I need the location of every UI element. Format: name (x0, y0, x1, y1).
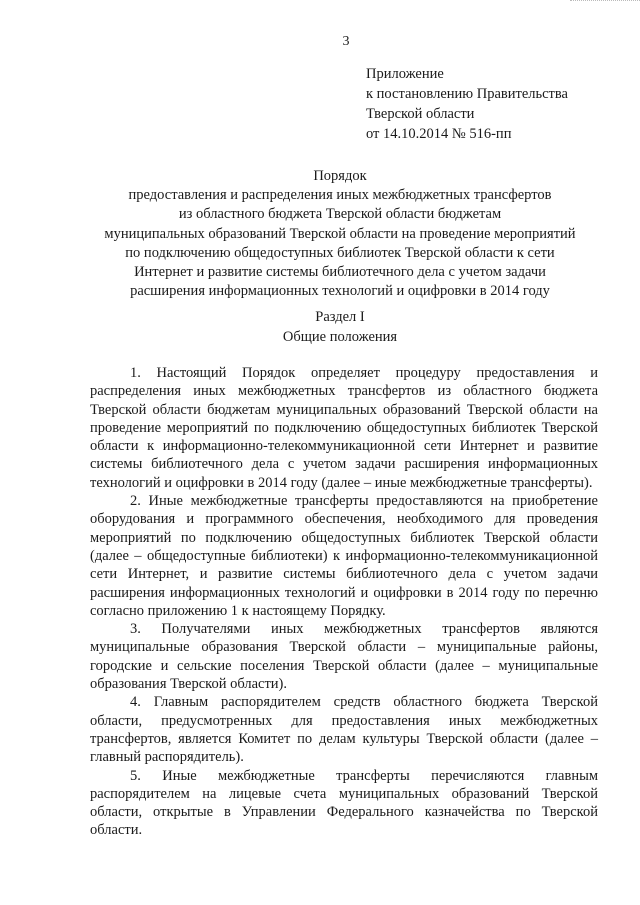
section-name: Общие положения (282, 329, 398, 345)
paragraph: 4. Главным распорядителем средств областного бюджета Тверской области, предусмотренных для предоставления иных межбюджетных трансфертов, является Комитет по делам культуры Тверской области (далее – главный распорядитель). (90, 694, 598, 766)
title-line: предоставления и распределения иных межбюджетных трансфертов (128, 187, 552, 204)
page-number: 3 (342, 34, 350, 49)
appendix-header (366, 64, 568, 144)
appendix-date-line: от 14.10.2014 № 516-пп (366, 126, 512, 142)
title-line: Порядок (313, 168, 367, 184)
section-number: Раздел I (315, 309, 365, 325)
title-line: муниципальных образований Тверской области на проведение мероприятий (104, 225, 576, 242)
title-line: Интернет и развитие системы библиотечного дела с учетом задачи (134, 264, 546, 281)
appendix-line: Тверской области (366, 106, 475, 122)
title-line: из областного бюджета Тверской области бюджетам (178, 206, 502, 223)
scan-edge-mark (570, 0, 640, 3)
paragraph: 5. Иные межбюджетные трансферты перечисляются главным распорядителем на лицевые счета муниципальных образований Тверской области, открытые в Управлении Федерального казначейства по Тверской области. (90, 767, 598, 839)
title-line: расширения информационных технологий и оцифровки в 2014 году (130, 283, 550, 300)
paragraph: 1. Настоящий Порядок определяет процедуру предоставления и распределения иных межбюджетных трансфертов из областного бюджета Тверской области бюджетам муниципальных образований Тверской области на проведение мероприятий по подключению общедоступных библиотек Тверской области к информационно-телекоммуникационной сети Интернет и развитие системы библиотечного дела с учетом задачи расширения информационных технологий и оцифровки в 2014 году (далее – иные межбюджетные трансферты). (90, 365, 598, 491)
section-heading (90, 307, 590, 347)
document-body (90, 364, 598, 840)
paragraph: 3. Получателями иных межбюджетных трансфертов являются муниципальные образования Тверской области – муниципальные районы, городские и сельские поселения Тверской области (далее – муниципальные образования Тверской области). (90, 621, 598, 693)
document-title (90, 167, 590, 301)
appendix-line: к постановлению Правительства (366, 86, 568, 102)
paragraph: 2. Иные межбюджетные трансферты предоставляются на приобретение оборудования и программного обеспечения, необходимого для проведения мероприятий по подключению общедоступных библиотек Тверской области (далее – общедоступные библиотеки) к информационно-телекоммуникационной сети Интернет, и развитие системы библиотечного дела с учетом задачи расширения информационных технологий и оцифровки в 2014 году по перечню согласно приложению 1 к настоящему Порядку. (90, 493, 598, 619)
appendix-line: Приложение (366, 66, 444, 82)
title-line: по подключению общедоступных библиотек Тверской области к сети (125, 244, 555, 261)
